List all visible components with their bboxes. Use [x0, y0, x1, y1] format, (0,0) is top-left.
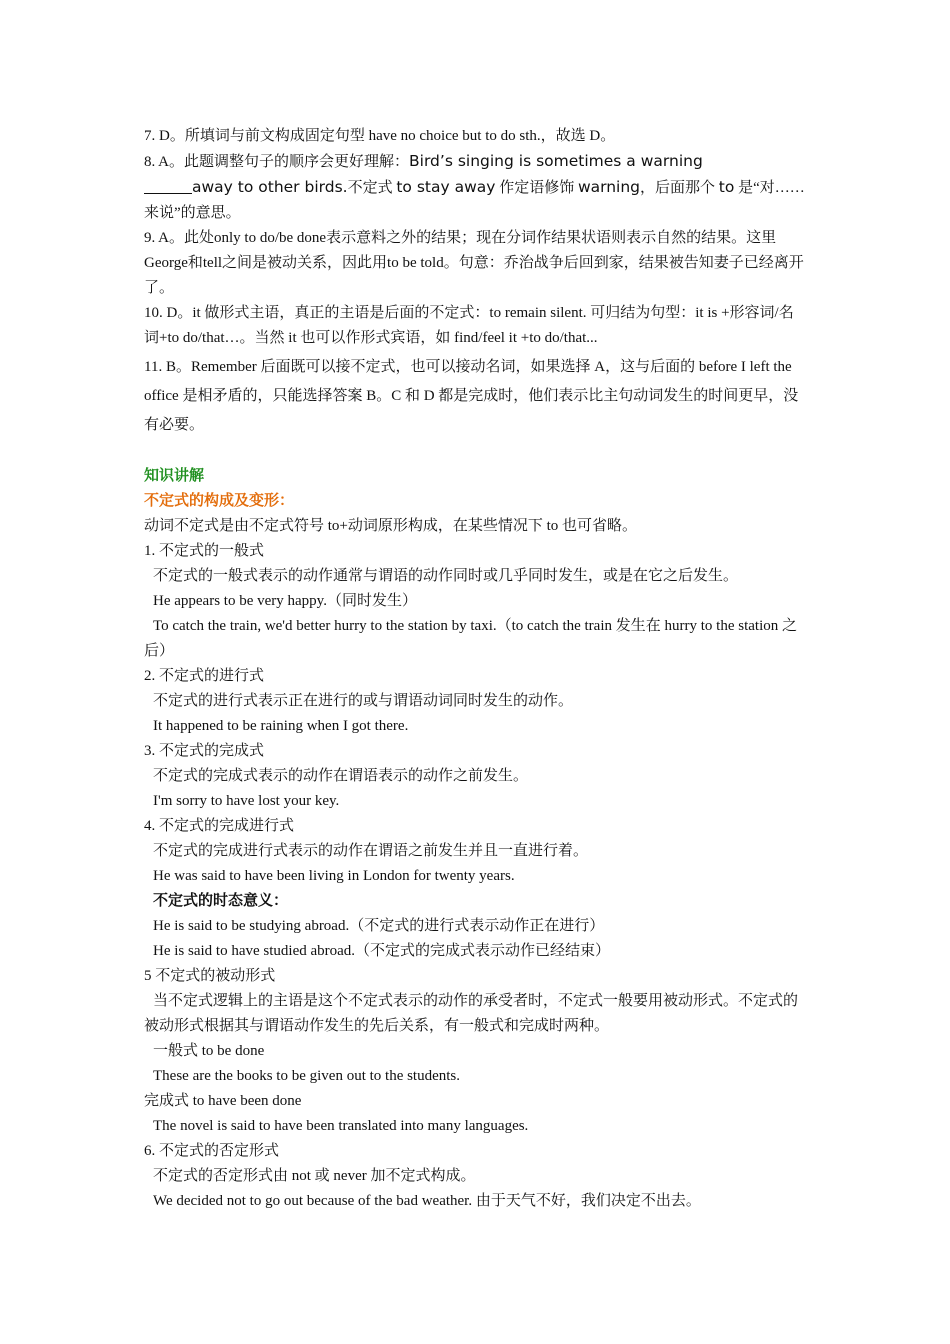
answer-8-sentence-1: Bird’s singing is sometimes a warning — [409, 152, 703, 170]
section-1-example-2: To catch the train, we'd better hurry to the station by taxi.（to catch the train 发生在 hurry to the station 之后） — [144, 618, 797, 659]
answer-8-to: to — [718, 178, 735, 196]
answer-8-text-2: 不定式 — [347, 180, 397, 196]
answer-7: 7. D。所填词与前文构成固定句型 have no choice but to do sth.，故选 D。 — [144, 128, 616, 144]
section-1-desc: 不定式的一般式表示的动作通常与谓语的动作同时或几乎同时发生，或是在它之后发生。 — [153, 568, 739, 584]
answer-8-word: warning — [577, 178, 641, 196]
section-3-desc: 不定式的完成式表示的动作在谓语表示的动作之前发生。 — [153, 768, 529, 784]
section-6-desc: 不定式的否定形式由 not 或 never 加不定式构成。 — [153, 1168, 476, 1184]
intro-text: 动词不定式是由不定式符号 to+动词原形构成，在某些情况下 to 也可省略。 — [144, 518, 638, 534]
document-page — [144, 124, 808, 1214]
section-5-perfect-example: The novel is said to have been translated into many languages. — [153, 1118, 529, 1134]
section-4-desc: 不定式的完成进行式表示的动作在谓语之前发生并且一直进行着。 — [153, 843, 589, 859]
answer-8 — [144, 149, 808, 226]
answer-8-text-5: 是“对……来说”的意思。 — [144, 180, 805, 221]
answer-8-blank — [144, 178, 192, 194]
section-heading: 知识讲解 — [144, 468, 205, 484]
answer-8-phrase: to stay away — [396, 178, 496, 196]
answer-8-text-3: 作定语修饰 — [495, 180, 578, 196]
section-5-general: 一般式 to be done — [153, 1043, 265, 1059]
section-2-title: 2. 不定式的进行式 — [144, 668, 265, 684]
section-4-title: 4. 不定式的完成进行式 — [144, 818, 295, 834]
section-3-example: I'm sorry to have lost your key. — [153, 793, 340, 809]
section-1-title: 1. 不定式的一般式 — [144, 543, 265, 559]
section-2-example: It happened to be raining when I got there. — [153, 718, 409, 734]
answer-8-text-4: ，后面那个 — [640, 180, 719, 196]
section-5-title: 5 不定式的被动形式 — [144, 968, 276, 984]
section-2-desc: 不定式的进行式表示正在进行的或与谓语动词同时发生的动作。 — [153, 693, 574, 709]
section-5-general-example: These are the books to be given out to the students. — [153, 1068, 461, 1084]
tense-title: 不定式的时态意义： — [153, 893, 289, 909]
answer-8-intro: 8. A。此题调整句子的顺序会更好理解： — [144, 154, 410, 170]
tense-example-1: He is said to be studying abroad.（不定式的进行式表示动作正在进行） — [153, 918, 605, 934]
answer-8-sentence-2: away to other birds. — [192, 178, 348, 196]
answer-9: 9. A。此处only to do/be done表示意料之外的结果；现在分词作结果状语则表示自然的结果。这里George和tell之间是被动关系，因此用to be told。句意：乔治战争后回到家，结果被告知妻子已经离开了。 — [144, 230, 804, 296]
section-5-perfect: 完成式 to have been done — [144, 1093, 302, 1109]
section-1-example-1: He appears to be very happy.（同时发生） — [153, 593, 417, 609]
section-3-title: 3. 不定式的完成式 — [144, 743, 265, 759]
section-4-example: He was said to have been living in London for twenty years. — [153, 868, 515, 884]
answer-10: 10. D。it 做形式主语，真正的主语是后面的不定式：to remain silent. 可归结为句型：it is +形容词/名词+to do/that…。当然 it 也可以作形式宾语，如 find/feel it +to do/that... — [144, 305, 794, 346]
answer-11: 11. B。Remember 后面既可以接不定式，也可以接动名词，如果选择 A，这与后面的 before I left the office 是相矛盾的，只能选择答案 B。C 和 D 都是完成时，他们表示比主句动词发生的时间更早，没有必要。 — [144, 359, 799, 433]
section-6-example: We decided not to go out because of the bad weather. 由于天气不好，我们决定不出去。 — [153, 1193, 701, 1209]
spacer — [144, 440, 808, 464]
section-6-title: 6. 不定式的否定形式 — [144, 1143, 280, 1159]
section-5-desc: 当不定式逻辑上的主语是这个不定式表示的动作的承受者时，不定式一般要用被动形式。不定式的被动形式根据其与谓语动作发生的先后关系，有一般式和完成时两种。 — [144, 993, 799, 1034]
section-subheading: 不定式的构成及变形： — [144, 493, 295, 509]
tense-example-2: He is said to have studied abroad.（不定式的完成式表示动作已经结束） — [153, 943, 611, 959]
